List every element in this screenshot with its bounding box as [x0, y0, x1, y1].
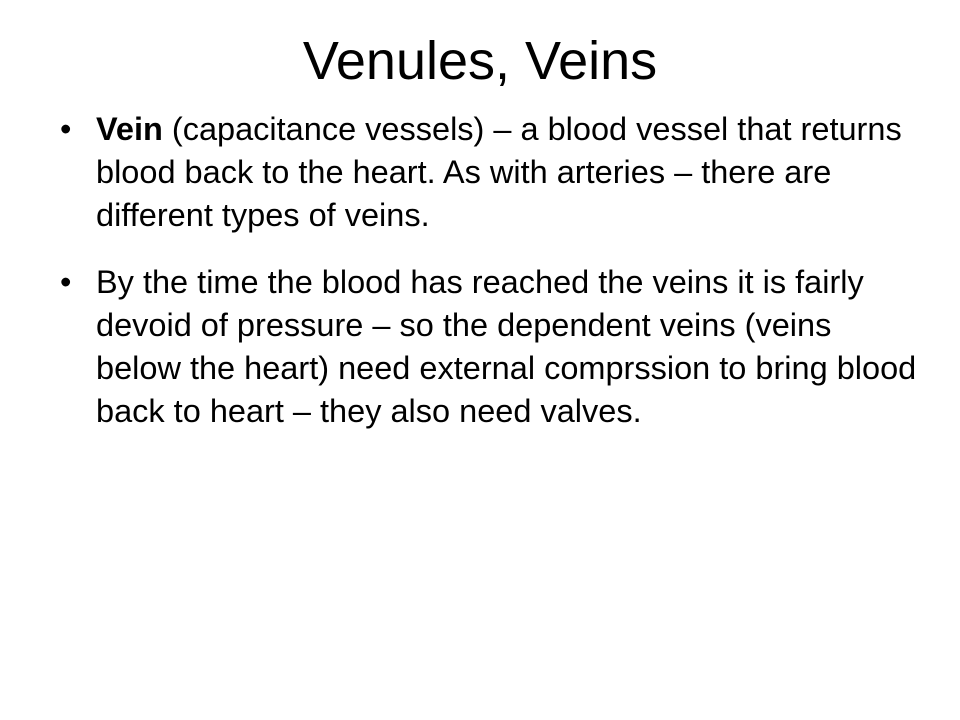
bullet-term: Vein [96, 111, 163, 147]
bullet-text: (capacitance vessels) – a blood vessel that returns blood back to the heart. As with arteries – there are different types of veins. [96, 111, 902, 233]
bullet-icon: • [60, 264, 72, 300]
bullet-list [60, 108, 920, 457]
bullet-item-pressure [60, 261, 920, 433]
bullet-text: By the time the blood has reached the veins it is fairly devoid of pressure – so the dependent veins (veins below the heart) need external comprssion to bring blood back to heart – they also need valves. [96, 264, 917, 429]
bullet-icon: • [60, 111, 72, 147]
slide-title: Venules, Veins [302, 31, 658, 91]
bullet-item-vein [60, 108, 920, 237]
